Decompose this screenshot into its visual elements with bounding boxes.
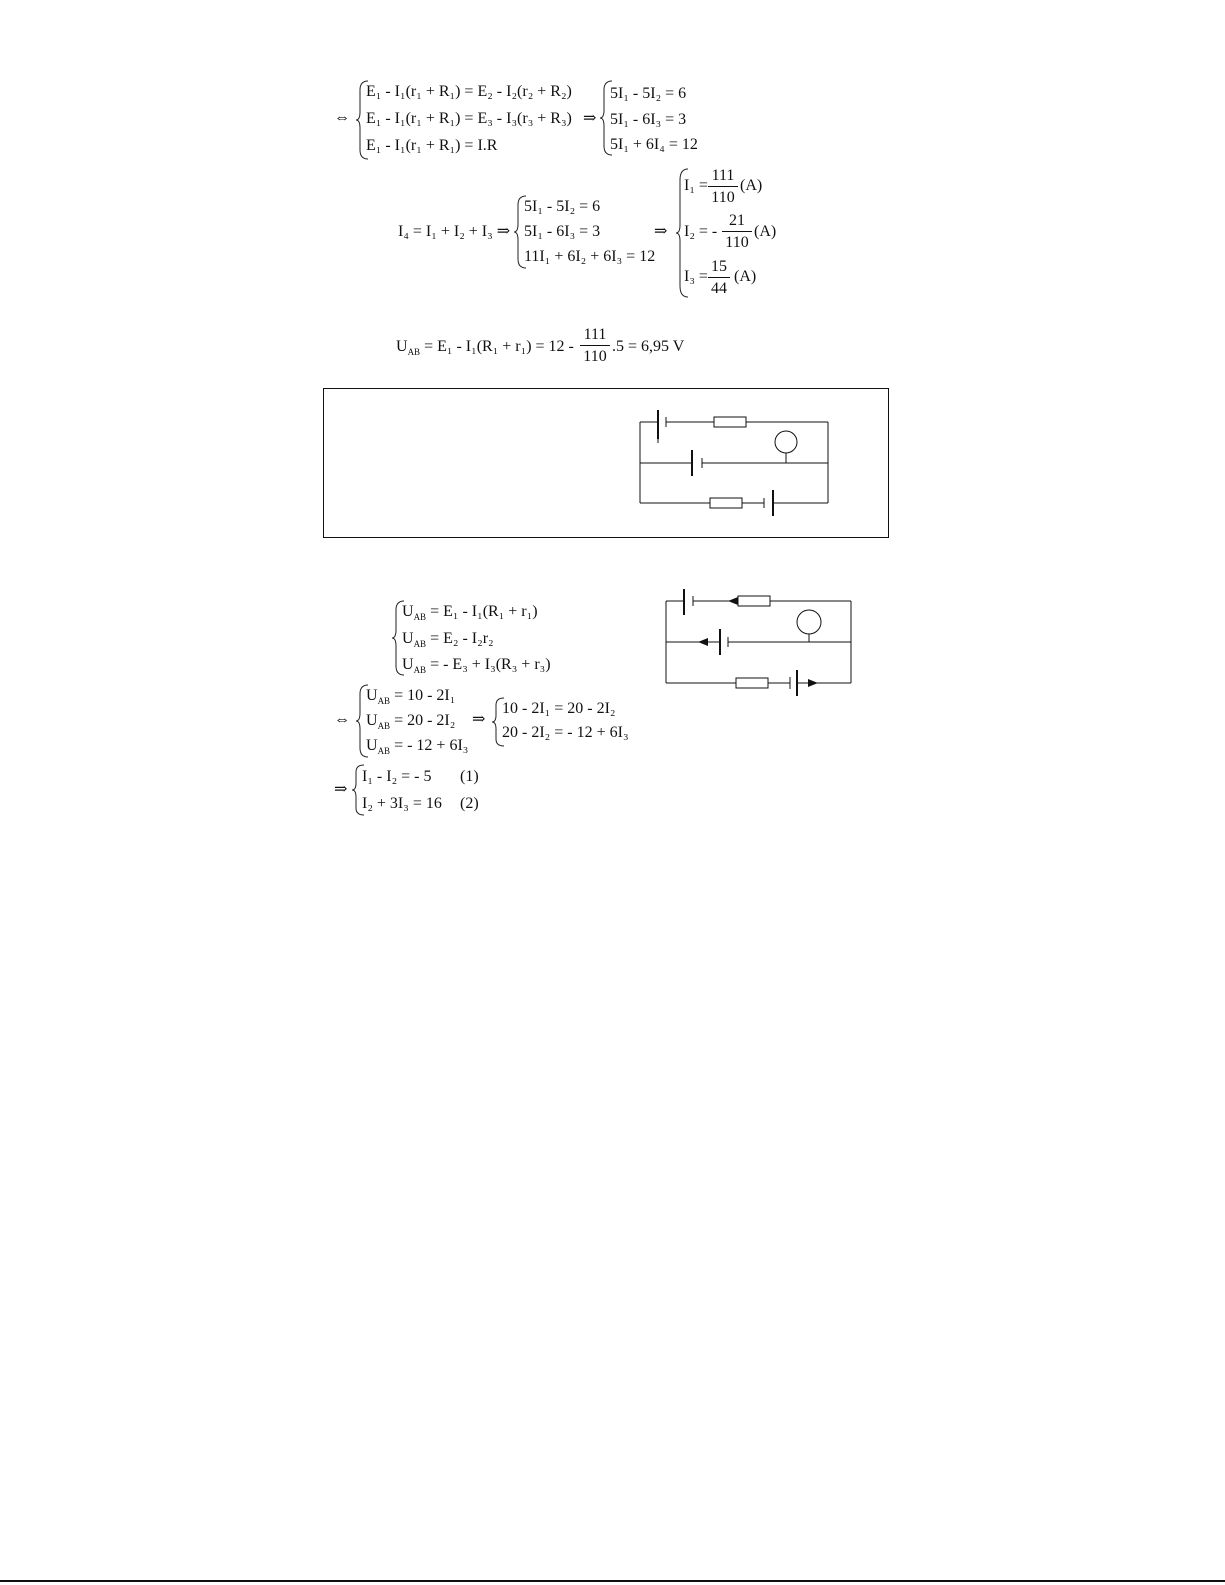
uab-subscript: AB	[413, 665, 427, 676]
solution-i2-var: I₂ = -	[684, 223, 718, 240]
solution-i3-unit: (A)	[734, 268, 757, 285]
system3-rhs-1: = E₁ - I₁(R₁ + r₁)	[426, 603, 538, 620]
uab-symbol: U	[402, 603, 414, 620]
implies-arrow: ⇒	[472, 711, 486, 728]
system2-row-3: 11I₁ + 6I₂ + 6I₃ = 12	[524, 248, 656, 265]
system5-eq-1: I₁ - I₂ = - 5	[362, 768, 432, 785]
system4-row-3	[366, 738, 468, 756]
implies-arrow: ⇒	[334, 781, 348, 798]
fraction-bar	[580, 345, 610, 346]
system3-row-2	[402, 631, 494, 649]
system4-rhs-2: = 20 - 2I₂	[390, 712, 456, 729]
solution-i3-denominator: 44	[711, 280, 727, 297]
uab-symbol: U	[366, 687, 378, 704]
uab-symbol: U	[366, 712, 378, 729]
uab-equation	[396, 339, 574, 357]
uab-subscript: AB	[377, 746, 391, 757]
system3-rhs-3: = - E₃ + I₃(R₃ + r₃)	[426, 656, 551, 673]
fraction-bar	[722, 231, 752, 232]
circuit-diagram	[640, 405, 850, 515]
system1-row-1: E₁ - I₁(r₁ + R₁) = E₂ - I₂(r₂ + R₂)	[366, 83, 572, 100]
solution-i1-numerator: 111	[711, 167, 735, 184]
uab-symbol: U	[402, 656, 414, 673]
system4-rhs-3: = - 12 + 6I₃	[390, 737, 469, 754]
system1-result-1: 5I₁ - 5I₂ = 6	[610, 85, 687, 102]
current-sum-equation: I₄ = I₁ + I₂ + I₃ ⇒	[398, 223, 511, 240]
uab-numerator: 111	[583, 326, 607, 343]
solution-i2-unit: (A)	[754, 223, 777, 240]
uab-value: .5 = 6,95 V	[612, 338, 685, 355]
uab-subscript: AB	[377, 696, 391, 707]
equivalence-arrow: ⇔	[334, 711, 350, 728]
system4-rhs-1: = 10 - 2I₁	[390, 687, 456, 704]
uab-expression: = E₁ - I₁(R₁ + r₁) = 12 -	[420, 338, 574, 355]
page-bottom-rule	[0, 1580, 1225, 1582]
solution-i1-var: I₁ =	[684, 177, 708, 194]
circuit-diagram-with-directions	[666, 586, 866, 696]
system5-tag-1: (1)	[460, 768, 479, 785]
system1-row-3: E₁ - I₁(r₁ + R₁) = I.R	[366, 137, 498, 154]
system3-row-1	[402, 604, 538, 622]
system1-result-3: 5I₁ + 6I₄ = 12	[610, 136, 698, 153]
system2-row-2: 5I₁ - 6I₃ = 3	[524, 223, 601, 240]
fraction-bar	[708, 277, 730, 278]
equivalence-arrow: ⇔	[334, 109, 350, 126]
system4-eq-1: 10 - 2I₁ = 20 - 2I₂	[502, 700, 616, 717]
uab-subscript: AB	[413, 639, 427, 650]
uab-subscript: AB	[377, 721, 391, 732]
uab-symbol: U	[402, 630, 414, 647]
system1-result-2: 5I₁ - 6I₃ = 3	[610, 111, 687, 128]
system4-row-2	[366, 713, 455, 731]
solution-i1-unit: (A)	[740, 177, 763, 194]
solution-i2-denominator: 110	[725, 234, 749, 251]
system2-row-1: 5I₁ - 5I₂ = 6	[524, 198, 601, 215]
system4-eq-2: 20 - 2I₂ = - 12 + 6I₃	[502, 724, 629, 741]
uab-symbol: U	[396, 338, 408, 355]
system4-row-1	[366, 688, 455, 706]
system3-rhs-2: = E₂ - I₂r₂	[426, 630, 494, 647]
system3-row-3	[402, 657, 551, 675]
implies-arrow: ⇒	[583, 110, 597, 127]
implies-arrow: ⇒	[654, 223, 668, 240]
system5-tag-2: (2)	[460, 795, 479, 812]
system5-eq-2: I₂ + 3I₃ = 16	[362, 795, 442, 812]
solution-i1-denominator: 110	[711, 189, 735, 206]
system1-row-2: E₁ - I₁(r₁ + R₁) = E₃ - I₃(r₃ + R₃)	[366, 110, 572, 127]
solution-i2-numerator: 21	[729, 212, 745, 229]
uab-subscript: AB	[407, 347, 421, 358]
fraction-bar	[708, 186, 738, 187]
uab-symbol: U	[366, 737, 378, 754]
solution-i3-var: I₃ =	[684, 268, 708, 285]
uab-subscript: AB	[413, 612, 427, 623]
solution-i3-numerator: 15	[711, 258, 727, 275]
uab-denominator: 110	[583, 348, 607, 365]
